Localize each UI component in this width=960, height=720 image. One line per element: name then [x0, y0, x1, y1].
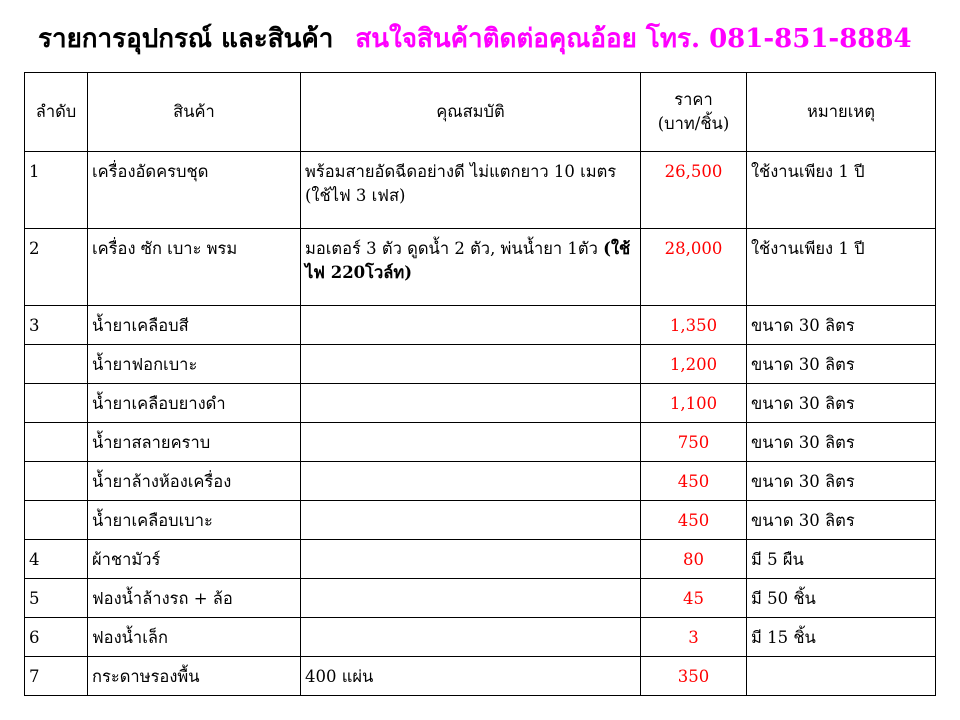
- table-row: [25, 579, 936, 618]
- cell-product: ผ้าชามัวร์: [88, 540, 301, 579]
- cell-price: 450: [641, 462, 747, 501]
- cell-price: 80: [641, 540, 747, 579]
- title-main: รายการอุปกรณ์ และสินค้า: [38, 24, 334, 54]
- header-price-unit: (บาท/ชิ้น): [657, 114, 730, 133]
- cell-no: [25, 423, 88, 462]
- cell-note: ใช้งานเพียง 1 ปี: [747, 229, 936, 306]
- cell-product: น้ำยาเคลือบยางดำ: [88, 384, 301, 423]
- header-note: หมายเหตุ: [747, 73, 936, 152]
- cell-features: [301, 423, 641, 462]
- cell-no: 5: [25, 579, 88, 618]
- cell-note: มี 15 ชิ้น: [747, 618, 936, 657]
- cell-no: [25, 345, 88, 384]
- cell-note: ขนาด 30 ลิตร: [747, 423, 936, 462]
- cell-note: ใช้งานเพียง 1 ปี: [747, 152, 936, 229]
- cell-note: ขนาด 30 ลิตร: [747, 384, 936, 423]
- cell-price: 3: [641, 618, 747, 657]
- cell-note: ขนาด 30 ลิตร: [747, 306, 936, 345]
- cell-price: 1,100: [641, 384, 747, 423]
- cell-note: [747, 657, 936, 696]
- cell-price: 750: [641, 423, 747, 462]
- table-row: [25, 540, 936, 579]
- cell-no: 4: [25, 540, 88, 579]
- cell-no: [25, 462, 88, 501]
- cell-product: เครื่อง ซัก เบาะ พรม: [88, 229, 301, 306]
- header-price-label: ราคา: [674, 90, 713, 109]
- header-price: [641, 73, 747, 152]
- cell-note: ขนาด 30 ลิตร: [747, 501, 936, 540]
- cell-features: [301, 501, 641, 540]
- table-row: [25, 229, 936, 306]
- cell-product: น้ำยาล้างห้องเครื่อง: [88, 462, 301, 501]
- cell-price: 45: [641, 579, 747, 618]
- cell-features: [301, 345, 641, 384]
- cell-features: [301, 462, 641, 501]
- table-row: [25, 152, 936, 229]
- header-product: สินค้า: [88, 73, 301, 152]
- cell-note: ขนาด 30 ลิตร: [747, 462, 936, 501]
- table-row: [25, 423, 936, 462]
- cell-no: [25, 501, 88, 540]
- cell-price: 1,200: [641, 345, 747, 384]
- cell-price: 28,000: [641, 229, 747, 306]
- cell-no: [25, 384, 88, 423]
- cell-product: กระดาษรองพื้น: [88, 657, 301, 696]
- table-row: [25, 501, 936, 540]
- cell-product: น้ำยาเคลือบเบาะ: [88, 501, 301, 540]
- cell-features: [301, 579, 641, 618]
- table-header-row: [25, 73, 936, 152]
- cell-features: [301, 618, 641, 657]
- cell-no: 2: [25, 229, 88, 306]
- cell-features-power: (ใช้ไฟ 220โวล์ท): [305, 239, 631, 282]
- cell-features: [301, 306, 641, 345]
- cell-note: ขนาด 30 ลิตร: [747, 345, 936, 384]
- table-row: [25, 618, 936, 657]
- header-features: คุณสมบัติ: [301, 73, 641, 152]
- cell-features: [301, 540, 641, 579]
- cell-no: 3: [25, 306, 88, 345]
- table-row: [25, 345, 936, 384]
- table-row: [25, 306, 936, 345]
- cell-product: ฟองน้ำล้างรถ + ล้อ: [88, 579, 301, 618]
- header-no: ลำดับ: [25, 73, 88, 152]
- cell-features: [301, 384, 641, 423]
- product-table: [24, 72, 936, 696]
- cell-price: 26,500: [641, 152, 747, 229]
- cell-price: 450: [641, 501, 747, 540]
- table-row: [25, 657, 936, 696]
- page-title: [38, 18, 912, 54]
- cell-product: น้ำยาสลายคราบ: [88, 423, 301, 462]
- cell-no: 7: [25, 657, 88, 696]
- cell-price: 350: [641, 657, 747, 696]
- cell-note: มี 50 ชิ้น: [747, 579, 936, 618]
- title-contact: สนใจสินค้าติดต่อคุณอ้อย โทร. 081-851-8884: [355, 24, 912, 54]
- table-row: [25, 462, 936, 501]
- cell-features: พร้อมสายอัดฉีดอย่างดี ไม่แตกยาว 10 เมตร (ใช้ไฟ 3 เฟส): [301, 152, 641, 229]
- cell-product: เครื่องอัดครบชุด: [88, 152, 301, 229]
- cell-no: 1: [25, 152, 88, 229]
- cell-price: 1,350: [641, 306, 747, 345]
- cell-product: ฟองน้ำเล็ก: [88, 618, 301, 657]
- cell-features: [301, 229, 641, 306]
- cell-note: มี 5 ผืน: [747, 540, 936, 579]
- cell-product: น้ำยาเคลือบสี: [88, 306, 301, 345]
- cell-features-text: มอเตอร์ 3 ตัว ดูดน้ำ 2 ตัว, พ่นน้ำยา 1ตัว: [305, 239, 604, 258]
- cell-features: 400 แผ่น: [301, 657, 641, 696]
- cell-no: 6: [25, 618, 88, 657]
- cell-product: น้ำยาฟอกเบาะ: [88, 345, 301, 384]
- table-row: [25, 384, 936, 423]
